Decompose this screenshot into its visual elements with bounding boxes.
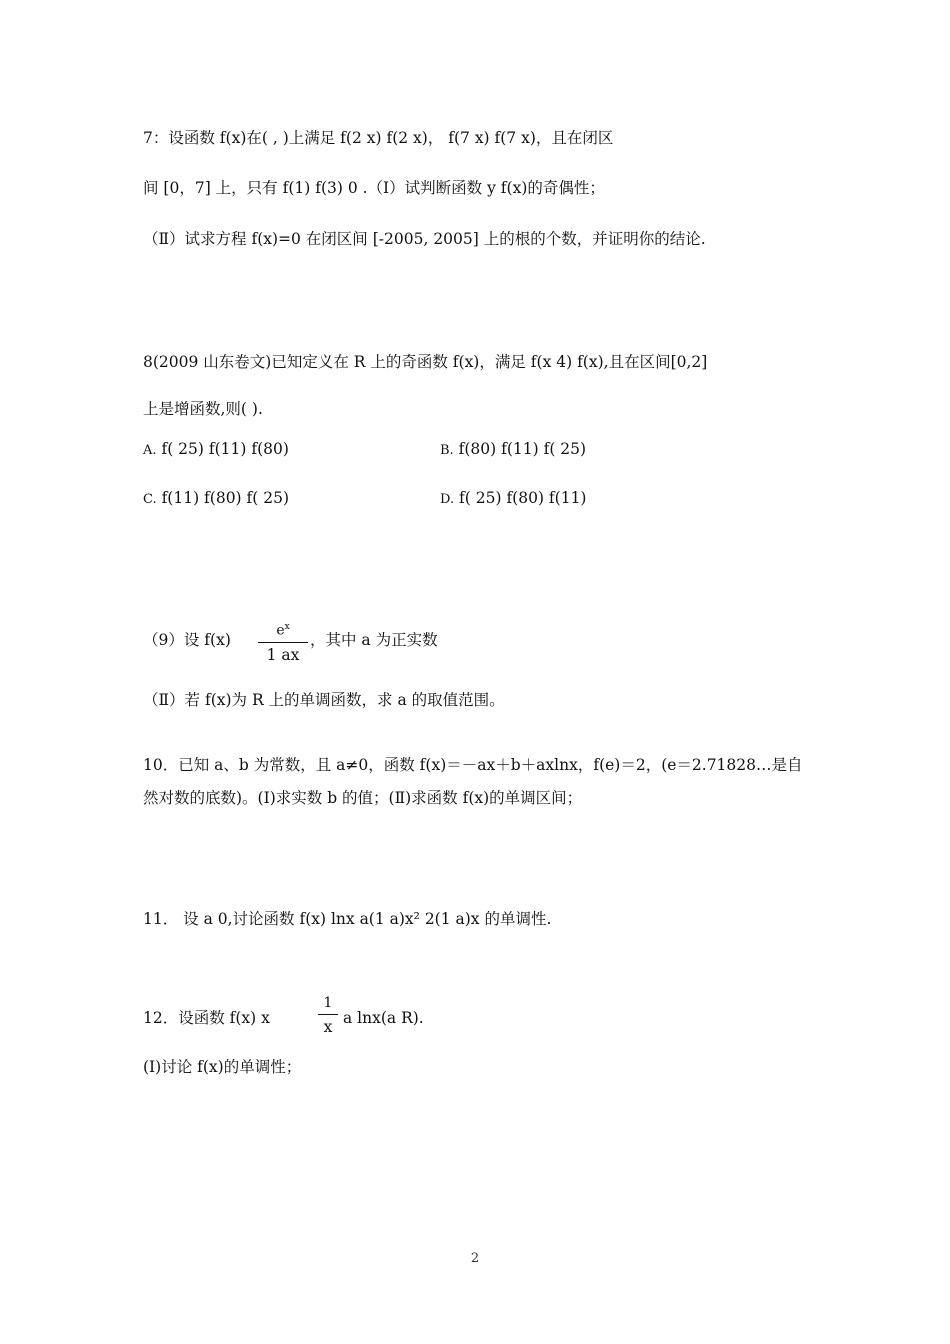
problem-9-fraction-numerator: $e^x$ — [276, 622, 290, 639]
problem-12-line-2: (I)讨论 f(x)的单调性； — [143, 1058, 302, 1076]
problem-11-line-1: 11． 设 a 0,讨论函数 f(x) lnx a(1 a)x² 2(1 a)x 的单调性. — [143, 910, 552, 928]
problem-10-line-1: 10．已知 a、b 为常数，且 a≠0，函数 f(x)＝－ax＋b＋axlnx，f(e)＝2，(e＝2.71828…是自 — [143, 756, 803, 774]
problem-9-suffix: ，其中 a 为正实数 — [310, 631, 438, 649]
problem-12-fraction-denominator: x — [323, 1018, 333, 1036]
problem-7-line-3: （Ⅱ）试求方程 f(x)=0 在闭区间 [-2005, 2005] 上的根的个数，并证明你的结论. — [143, 230, 706, 248]
option-b-text: f(80) f(11) f( 25) — [458, 440, 587, 458]
option-a — [143, 439, 289, 461]
page-number: 2 — [470, 1251, 480, 1266]
option-b-label: B. — [440, 443, 454, 458]
problem-9-fraction — [258, 618, 308, 664]
problem-10-line-2: 然对数的底数)。(Ⅰ)求实数 b 的值；(Ⅱ)求函数 f(x)的单调区间； — [143, 789, 583, 807]
problem-8-line-2: 上是增函数,则( ). — [143, 400, 263, 418]
fraction-bar — [318, 1014, 338, 1015]
option-a-text: f( 25) f(11) f(80) — [161, 440, 289, 458]
problem-8-line-1: 8(2009 山东卷文)已知定义在 R 上的奇函数 f(x)，满足 f(x 4) f(x),且在区间[0,2] — [143, 353, 708, 371]
option-a-label: A. — [143, 443, 157, 458]
option-c-label: C. — [143, 492, 157, 507]
problem-12-prefix: 12．设函数 f(x) x — [143, 1009, 270, 1027]
option-d — [440, 488, 586, 510]
problem-9-fraction-denominator: 1 ax — [266, 645, 300, 664]
option-c — [143, 488, 289, 510]
problem-12-fraction — [318, 994, 338, 1036]
option-d-text: f( 25) f(80) f(11) — [459, 489, 587, 507]
option-c-text: f(11) f(80) f( 25) — [161, 489, 290, 507]
problem-9-prefix: （9）设 f(x) — [143, 631, 231, 649]
fraction-bar — [258, 642, 308, 643]
problem-7-line-1: 7：设函数 f(x)在( , )上满足 f(2 x) f(2 x)， f(7 x) f(7 x)，且在闭区 — [143, 129, 614, 147]
problem-12-fraction-numerator: 1 — [323, 995, 333, 1011]
problem-7-line-2: 间 [0，7] 上，只有 f(1) f(3) 0 .（Ⅰ）试判断函数 y f(x)的奇偶性； — [143, 179, 605, 197]
option-d-label: D. — [440, 492, 455, 507]
problem-9-line-2: （Ⅱ）若 f(x)为 R 上的单调函数，求 a 的取值范围。 — [143, 691, 505, 709]
problem-12-suffix: a lnx(a R). — [343, 1009, 424, 1027]
option-b — [440, 439, 586, 461]
